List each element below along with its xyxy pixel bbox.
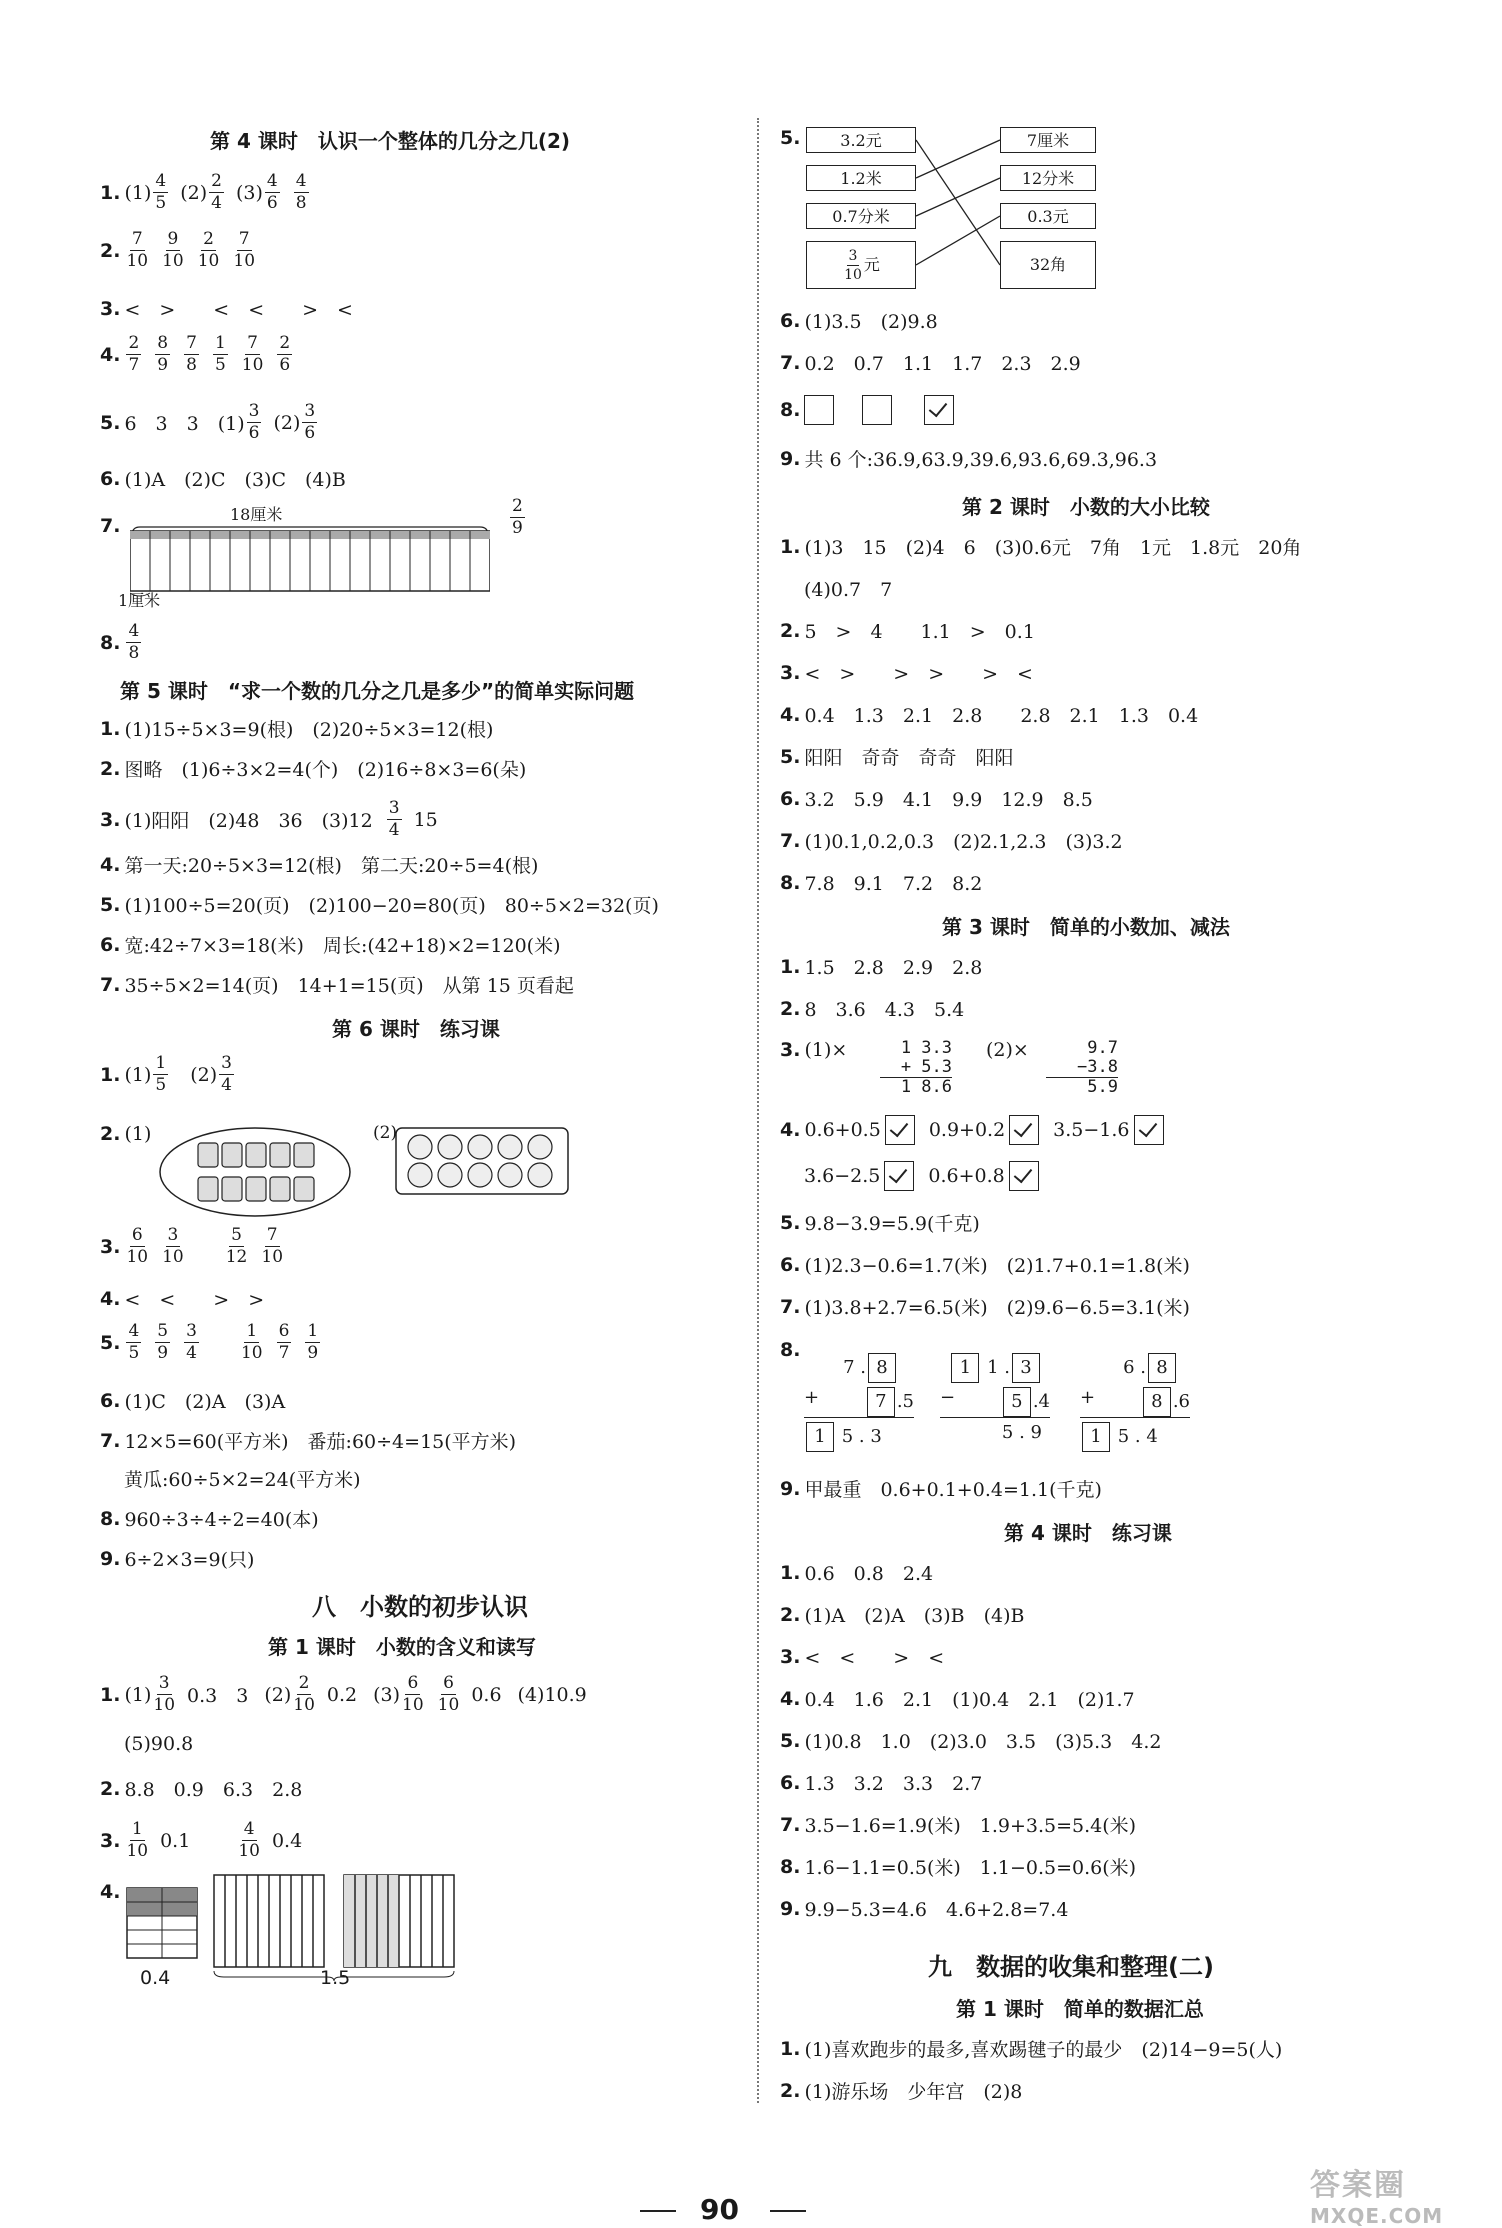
answer-5: 5. (1)0.8 1.0 (2)3.0 3.5 (3)5.3 4.2 bbox=[780, 1729, 1162, 1753]
answer-7: 7. 0.2 0.7 1.1 1.7 2.3 2.9 bbox=[780, 351, 1081, 375]
answer-1-line-2: (5)90.8 bbox=[124, 1733, 194, 1755]
answer-3: 3. < < > < bbox=[780, 1645, 945, 1669]
fill-in-calculation: 7 . 8 + 7 .5 1 5 . 3 bbox=[804, 1353, 914, 1452]
fraction: $\frac{6}{7}$ bbox=[278, 1321, 290, 1363]
answer-6: 6. (1)A (2)C (3)C (4)B bbox=[100, 467, 346, 491]
cups-in-oval bbox=[158, 1125, 353, 1220]
fraction: $\frac{3}{6}$ bbox=[304, 401, 316, 443]
fraction: $\frac{9}{10}$ bbox=[162, 229, 184, 271]
answer-1: 1. (1) $\frac{1}{5}$ (2) $\frac{3}{4}$ bbox=[100, 1053, 232, 1095]
empty-check-box bbox=[804, 395, 834, 425]
answer-5: 5. 6 3 3 (1) $\frac{3}{6}$ (2) $\frac{3}{6}$ bbox=[100, 401, 316, 443]
answer-2: 2. (1) bbox=[100, 1123, 152, 1145]
answer-4: 4. bbox=[100, 1881, 121, 1903]
watermark-logo: 答案圈 MXQE.COM bbox=[1310, 2168, 1444, 2228]
fraction: $\frac{7}{10}$ bbox=[233, 229, 256, 271]
answer-8: 8. bbox=[780, 395, 968, 425]
fraction: $\frac{7}{10}$ bbox=[261, 1225, 284, 1267]
answer-1: 1. (1)喜欢跑步的最多,喜欢踢毽子的最少 (2)14−9=5(人) bbox=[780, 2037, 1283, 2061]
fraction: $\frac{7}{8}$ bbox=[186, 333, 197, 375]
match-left-item: 3.2元 bbox=[806, 127, 916, 153]
answer-7: 7. (1)3.8+2.7=6.5(米) (2)9.6−6.5=3.1(米) bbox=[780, 1295, 1190, 1319]
answer-8: 8. 7.8 9.1 7.2 8.2 bbox=[780, 871, 983, 895]
vertical-calculation: 9.7 −3.8 5.9 bbox=[1046, 1039, 1118, 1097]
fraction: $\frac{2}{4}$ bbox=[211, 171, 222, 213]
fraction: $\frac{3}{10}$ bbox=[162, 1225, 184, 1267]
lesson-title: 第 3 课时 简单的小数加、减法 bbox=[942, 915, 1230, 939]
answer-1: 1. 1.5 2.8 2.9 2.8 bbox=[780, 955, 983, 979]
page-number-dash bbox=[770, 2210, 806, 2212]
fraction: $\frac{2}{6}$ bbox=[279, 333, 291, 375]
answer-6: 6. (1)2.3−0.6=1.7(米) (2)1.7+0.1=1.8(米) bbox=[780, 1253, 1190, 1277]
match-right-item: 32角 bbox=[1000, 241, 1096, 289]
diagram-top-label: 18厘米 bbox=[230, 505, 283, 524]
part-2-label: (2) bbox=[373, 1123, 398, 1143]
answer-1: 1. (1)3 15 (2)4 6 (3)0.6元 7角 1元 1.8元 20角 bbox=[780, 535, 1302, 559]
answer-9: 9. 9.9−5.3=4.6 4.6+2.8=7.4 bbox=[780, 1897, 1069, 1921]
answer-8: 8. 1.6−1.1=0.5(米) 1.1−0.5=0.6(米) bbox=[780, 1855, 1137, 1879]
answer-7: 7. (1)0.1,0.2,0.3 (2)2.1,2.3 (3)3.2 bbox=[780, 829, 1123, 853]
lesson-title: 第 4 课时 认识一个整体的几分之几(2) bbox=[210, 129, 571, 153]
grid-label: 0.4 bbox=[140, 1967, 171, 1989]
answer-6: 6. 宽:42÷7×3=18(米) 周长:(42+18)×2=120(米) bbox=[100, 933, 561, 957]
lesson-title: 第 6 课时 练习课 bbox=[332, 1017, 500, 1041]
answer-5: 5. bbox=[780, 127, 801, 149]
fraction: $\frac{1}{10}$ bbox=[126, 1819, 149, 1861]
answer-2: 2. 5 > 4 1.1 > 0.1 bbox=[780, 619, 1035, 643]
matching-diagram bbox=[806, 127, 1126, 307]
check-mark-icon bbox=[884, 1161, 914, 1191]
lesson-title: 第 1 课时 小数的含义和读写 bbox=[268, 1635, 536, 1659]
fill-in-calculation: 6 . 8 + 8 .6 1 5 . 4 bbox=[1080, 1353, 1190, 1452]
diagram-bottom-label: 1厘米 bbox=[118, 591, 161, 610]
answer-5: 5. 9.8−3.9=5.9(千克) bbox=[780, 1211, 980, 1235]
empty-check-box bbox=[862, 395, 892, 425]
fraction: $\frac{7}{10}$ bbox=[241, 333, 264, 375]
fraction: $\frac{3}{10}$ bbox=[153, 1673, 176, 1715]
answer-1: 1. 0.6 0.8 2.4 bbox=[780, 1561, 934, 1585]
check-mark-icon bbox=[885, 1115, 915, 1145]
answer-9: 9. 6÷2×3=9(只) bbox=[100, 1547, 255, 1571]
answer-8: 8. $\frac{4}{8}$ bbox=[100, 621, 140, 663]
fill-in-calculation: 1 1 . 3 − 5 .4 5 . 9 bbox=[940, 1353, 1050, 1443]
answer-3: 3. < > > > > < bbox=[780, 661, 1033, 685]
grid-label: 1.5 bbox=[320, 1967, 351, 1989]
check-mark-icon bbox=[924, 395, 954, 425]
fraction: $\frac{6}{10}$ bbox=[126, 1225, 149, 1267]
fraction: $\frac{6}{10}$ bbox=[402, 1673, 424, 1715]
fraction: $\frac{5}{9}$ bbox=[157, 1321, 169, 1363]
fraction: $\frac{4}{5}$ bbox=[155, 171, 167, 213]
answer-3: 3. $\frac{6}{10}$ $\frac{3}{10}$ $\frac{5}{12}$ $\frac{7}{10}$ bbox=[100, 1225, 284, 1267]
answer-4: 4. 0.4 1.3 2.1 2.8 2.8 2.1 1.3 0.4 bbox=[780, 703, 1199, 727]
answer-1-line-2: (4)0.7 7 bbox=[804, 579, 893, 601]
match-left-item: 1.2米 bbox=[806, 165, 916, 191]
answer-7: 7. 3.5−1.6=1.9(米) 1.9+3.5=5.4(米) bbox=[780, 1813, 1137, 1837]
answer-2: 2. (1)A (2)A (3)B (4)B bbox=[780, 1603, 1025, 1627]
answer-1: 1. (1) $\frac{4}{5}$ (2) $\frac{2}{4}$ (3) $\frac{4}{6}$ $\frac{4}{8}$ bbox=[100, 171, 307, 213]
fraction: $\frac{7}{10}$ bbox=[126, 229, 149, 271]
lesson-title: 第 5 课时 “求一个数的几分之几是多少”的简单实际问题 bbox=[120, 679, 635, 703]
answer-6: 6. 1.3 3.2 3.3 2.7 bbox=[780, 1771, 983, 1795]
match-lines bbox=[916, 127, 1000, 297]
answer-7: 7. bbox=[100, 515, 121, 537]
strip-bar bbox=[130, 525, 490, 600]
smiley-box bbox=[395, 1127, 570, 1197]
match-left-item: $\frac{3}{10}$ 元 bbox=[806, 241, 916, 289]
answer-4: 4. $\frac{2}{7}$ $\frac{8}{9}$ $\frac{7}{8}$ $\frac{1}{5}$ $\frac{7}{10}$ $\frac{2}{6}$ bbox=[100, 333, 291, 375]
fraction: $\frac{5}{12}$ bbox=[225, 1225, 248, 1267]
fraction: $\frac{2}{10}$ bbox=[197, 229, 220, 271]
match-left-item: 0.7分米 bbox=[806, 203, 916, 229]
lesson-title: 第 4 课时 练习课 bbox=[1004, 1521, 1172, 1545]
lesson-title: 第 1 课时 简单的数据汇总 bbox=[956, 1997, 1204, 2021]
fraction: $\frac{4}{6}$ bbox=[266, 171, 278, 213]
answer-6: 6. (1)C (2)A (3)A bbox=[100, 1389, 286, 1413]
answer-2: 2. $\frac{7}{10}$ $\frac{9}{10}$ $\frac{2}{10}$ $\frac{7}{10}$ bbox=[100, 229, 256, 271]
chapter-title: 八 小数的初步认识 bbox=[312, 1593, 528, 1621]
answer-6: 6. 3.2 5.9 4.1 9.9 12.9 8.5 bbox=[780, 787, 1093, 811]
fraction: $\frac{8}{9}$ bbox=[157, 333, 169, 375]
fraction: $\frac{3}{4}$ bbox=[221, 1053, 232, 1095]
answer-3: 3. (1)阳阳 (2)48 36 (3)12 $\frac{3}{4}$ 15 bbox=[100, 798, 438, 840]
check-mark-icon bbox=[1009, 1115, 1039, 1145]
answer-3: 3. < > < < > < bbox=[100, 297, 353, 321]
answer-5: 5. $\frac{4}{5}$ $\frac{5}{9}$ $\frac{3}{4}$ $\frac{1}{10}$ $\frac{6}{7}$ $\frac{1}{9}$ bbox=[100, 1321, 319, 1363]
answer-1: 1. (1)15÷5×3=9(根) (2)20÷5×3=12(根) bbox=[100, 717, 494, 741]
answer-8: 8. 960÷3÷4÷2=40(本) bbox=[100, 1507, 319, 1531]
answer-7-line-2: 黄瓜:60÷5×2=24(平方米) bbox=[124, 1469, 361, 1491]
answer-3: 3. $\frac{1}{10}$ 0.1 $\frac{4}{10}$ 0.4 bbox=[100, 1819, 303, 1861]
fraction: $\frac{1}{9}$ bbox=[307, 1321, 319, 1363]
answer-6: 6. (1)3.5 (2)9.8 bbox=[780, 309, 938, 333]
decimal-grid-small bbox=[126, 1887, 198, 1959]
fraction: $\frac{6}{10}$ bbox=[437, 1673, 460, 1715]
fraction: $\frac{1}{10}$ bbox=[240, 1321, 263, 1363]
fraction: $\frac{4}{10}$ bbox=[238, 1819, 260, 1861]
fraction: $\frac{2}{10}$ bbox=[293, 1673, 315, 1715]
fraction: $\frac{4}{8}$ bbox=[128, 621, 140, 663]
answer-8: 8. bbox=[780, 1339, 801, 1361]
answer-7: 7. 12×5=60(平方米) 番茄:60÷4=15(平方米) bbox=[100, 1429, 517, 1453]
fraction: $\frac{2}{9}$ bbox=[512, 496, 523, 538]
match-right-item: 0.3元 bbox=[1000, 203, 1096, 229]
chapter-title: 九 数据的收集和整理(二) bbox=[928, 1953, 1214, 1981]
page-number-dash bbox=[640, 2210, 676, 2212]
answer-2: 2. (1)游乐场 少年宫 (2)8 bbox=[780, 2079, 1023, 2103]
answer-5: 5. 阳阳 奇奇 奇奇 阳阳 bbox=[780, 745, 1014, 769]
answer-4-line-2: 3.6−2.5 0.6+0.8 bbox=[780, 1161, 1053, 1191]
page-number: 90 bbox=[700, 2193, 739, 2226]
check-mark-icon bbox=[1009, 1161, 1039, 1191]
answer-5: 5. (1)100÷5=20(页) (2)100−20=80(页) 80÷5×2=32(页) bbox=[100, 893, 659, 917]
ruler-diagram bbox=[118, 496, 550, 610]
fraction: $\frac{2}{7}$ bbox=[128, 333, 140, 375]
answer-2: 2. 8 3.6 4.3 5.4 bbox=[780, 997, 965, 1021]
fraction: $\frac{3}{6}$ bbox=[248, 401, 260, 443]
answer-2: 2. 8.8 0.9 6.3 2.8 bbox=[100, 1777, 303, 1801]
answer-4: 4. 0.6+0.5 0.9+0.2 3.5−1.6 bbox=[780, 1115, 1178, 1145]
answer-2: 2. 图略 (1)6÷3×2=4(个) (2)16÷8×3=6(朵) bbox=[100, 757, 527, 781]
answer-4: 4. 第一天:20÷5×3=12(根) 第二天:20÷5=4(根) bbox=[100, 853, 539, 877]
answer-4: 4. < < > > bbox=[100, 1287, 265, 1311]
column-divider bbox=[757, 118, 759, 2103]
fraction: $\frac{1}{5}$ bbox=[155, 1053, 167, 1095]
answer-9: 9. 共 6 个:36.9,63.9,39.6,93.6,69.3,96.3 bbox=[780, 447, 1158, 471]
answer-9: 9. 甲最重 0.6+0.1+0.4=1.1(千克) bbox=[780, 1477, 1102, 1501]
match-right-item: 12分米 bbox=[1000, 165, 1096, 191]
fraction: $\frac{1}{5}$ bbox=[214, 333, 226, 375]
lesson-title: 第 2 课时 小数的大小比较 bbox=[962, 495, 1210, 519]
match-right-item: 7厘米 bbox=[1000, 127, 1096, 153]
fraction: $\frac{4}{8}$ bbox=[295, 171, 307, 213]
answer-1: 1. (1) $\frac{3}{10}$ 0.3 3 (2) $\frac{2}{10}$ 0.2 (3) $\frac{6}{10}$ $\frac{6}{10}$ 0.6 (4)10.9 bbox=[100, 1673, 587, 1715]
vertical-calculation: 1 3.3 + 5.3 1 8.6 bbox=[880, 1039, 952, 1097]
answer-7: 7. 35÷5×2=14(页) 14+1=15(页) 从第 15 页看起 bbox=[100, 973, 574, 997]
fraction: $\frac{4}{5}$ bbox=[128, 1321, 140, 1363]
fraction: $\frac{3}{10}$ bbox=[844, 248, 862, 283]
answer-3: 3. (1)× bbox=[780, 1039, 848, 1061]
check-mark-icon bbox=[1134, 1115, 1164, 1145]
answer-4: 4. 0.4 1.6 2.1 (1)0.4 2.1 (2)1.7 bbox=[780, 1687, 1135, 1711]
fraction: $\frac{3}{4}$ bbox=[388, 798, 400, 840]
fraction: $\frac{3}{4}$ bbox=[186, 1321, 197, 1363]
